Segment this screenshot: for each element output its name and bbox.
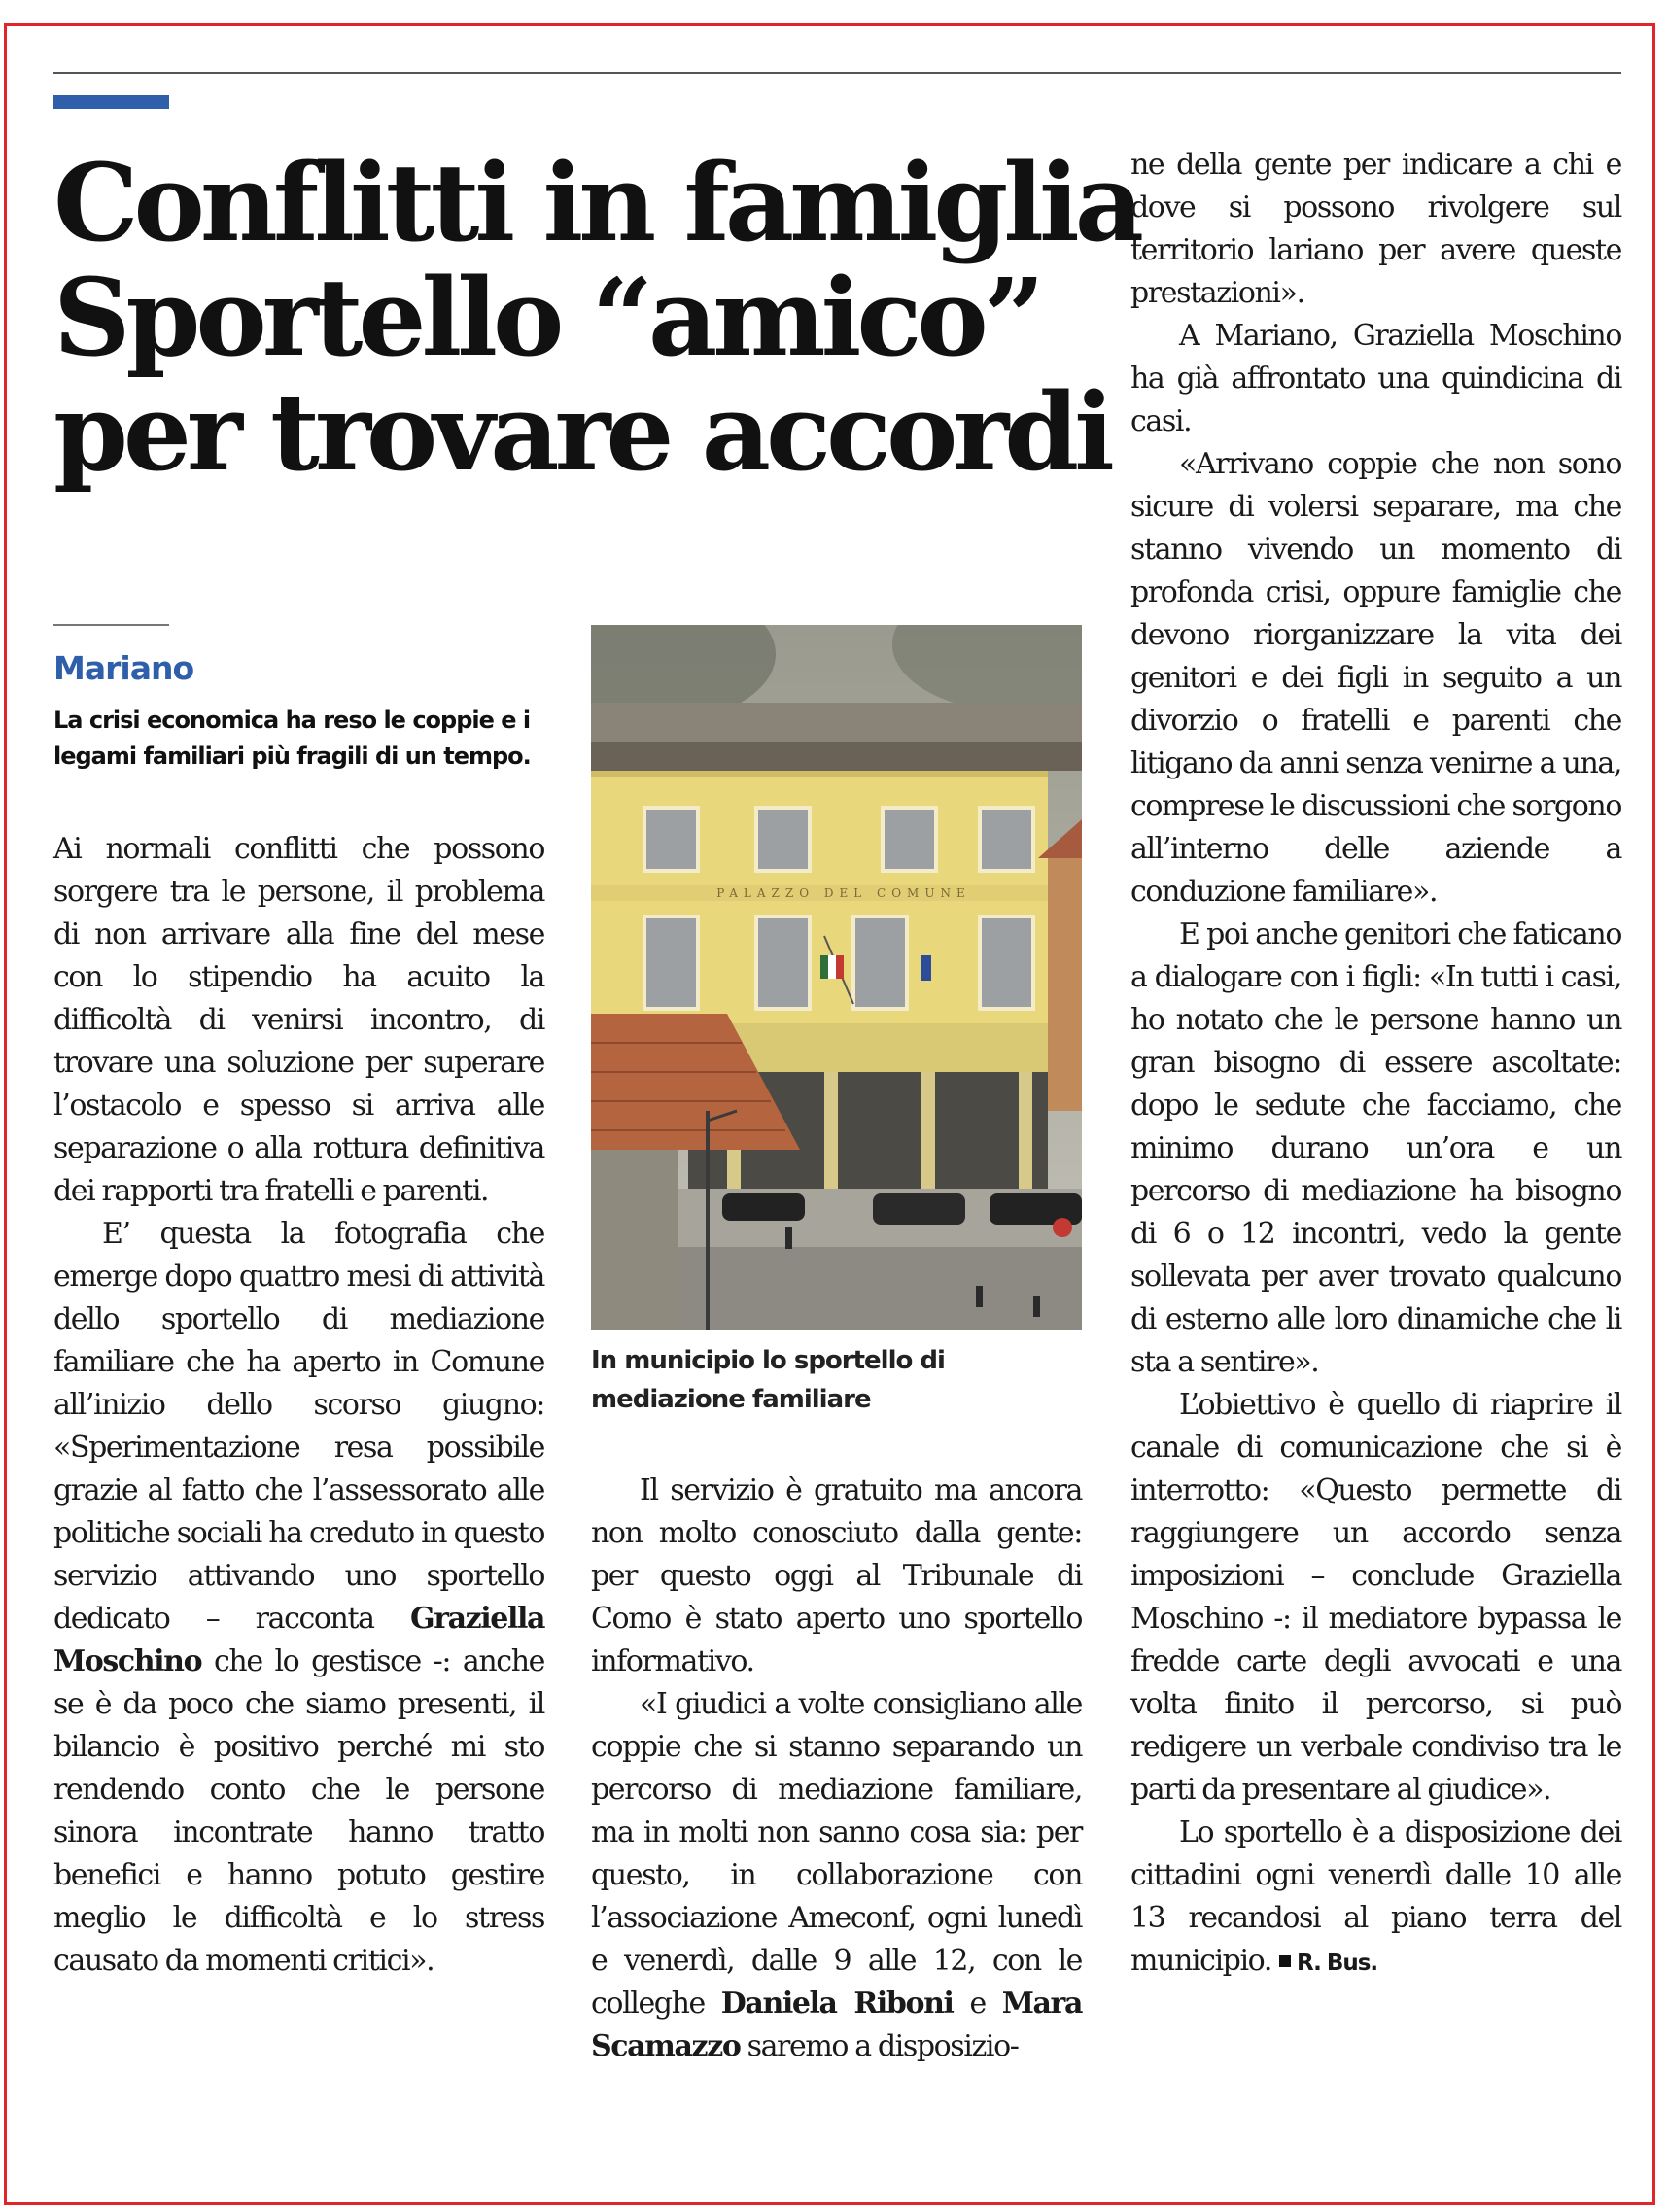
text-run: e — [969, 1987, 986, 2021]
lead-paragraph: La crisi economica ha reso le coppie e i legami familiari più fragili di un tempo. — [53, 707, 531, 770]
body-column-2 — [591, 1469, 1082, 2068]
town-hall-photo — [591, 625, 1082, 1330]
paragraph: A Mariano, Graziella Moschino ha già affrontato una quindicina di casi. — [1130, 319, 1621, 438]
photo-caption: In municipio lo sportello di mediazione familiare — [591, 1346, 945, 1414]
text-run: che lo gestisce -: anche se è da poco che siamo presenti, il bilancio è positivo perché mi sto rendendo conto che le persone sinora incontrate hanno tratto benefici e hanno potuto gestire meglio le difficoltà e lo stress causato da momenti critici». — [53, 1644, 544, 1978]
headline — [53, 140, 1140, 495]
person-name: Graziella Moschino — [53, 1602, 544, 1678]
text-run: saremo a disposizio- — [747, 2029, 1019, 2063]
text-run: Lo sportello è a disposizione dei cittadini ogni venerdì dalle 10 alle 13 recandosi al piano terra del municipio. — [1130, 1815, 1621, 1978]
paragraph: E poi anche genitori che faticano a dialogare con i figli: «In tutti i casi, ho notato che le persone hanno un gran bisogno di essere ascoltate: dopo le sedute che facciamo, che minimo durano un’ora e un percorso di mediazione ha bisogno di 6 o 12 incontri, vedo la gente sollevata per aver trovato qualcuno di esterno alle loro dinamiche che li sta a sentire». — [1130, 917, 1621, 1379]
author-signature: R. Bus. — [1296, 1951, 1378, 1976]
headline-line-2: Sportello “amico” — [53, 255, 1041, 380]
dateline-place: Mariano — [53, 649, 194, 687]
section-accent-bar — [53, 95, 169, 109]
paragraph: «Arrivano coppie che non sono sicure di volersi separare, ma che stanno vivendo un momento di profonda crisi, oppure famiglie che devono riorganizzare la vita dei genitori e dei figli in seguito a un divorzio o fratelli e parenti che litigano da anni senza venirne a una, comprese le discussioni che sorgono all’interno delle aziende a conduzione familiare». — [1130, 447, 1621, 909]
body-column-3 — [1130, 144, 1621, 1985]
paragraph — [1130, 1812, 1621, 1985]
text-run: E’ questa la fotografia che emerge dopo quattro mesi di attività dello sportello di mediazione familiare che ha aperto in Comune all’inizio dello scorso giugno: «Sperimentazione resa possibile grazie al fatto che l’assessorato alle politiche sociali ha creduto in questo servizio attivando uno sportello dedicato – racconta — [53, 1217, 544, 1636]
paragraph: Ai normali conflitti che possono sorgere tra le persone, il problema di non arrivare alla fine del mese con lo stipendio ha acuito la difficoltà di venirsi incontro, di trovare una soluzione per superare l’ostacolo e spesso si arriva alle separazione o alla rottura definitiva dei rapporti tra fratelli e parenti. — [53, 832, 544, 1208]
body-column-1 — [53, 828, 544, 1983]
paragraph — [53, 1213, 544, 1983]
paragraph — [591, 1683, 1082, 2068]
person-name: Mara Scamazzo — [591, 1987, 1082, 2063]
paragraph: Il servizio è gratuito ma ancora non molto conosciuto dalla gente: per questo oggi al Tribunale di Como è stato aperto uno sportello informativo. — [591, 1473, 1082, 1678]
person-name: Daniela Riboni — [720, 1987, 954, 2021]
paragraph: ne della gente per indicare a chi e dove si possono rivolgere sul territorio lariano per avere queste prestazioni». — [1130, 148, 1621, 310]
end-mark-icon — [1279, 1955, 1291, 1967]
paragraph: L’obiettivo è quello di riaprire il canale di comunicazione che si è interrotto: «Questo permette di raggiungere un accordo senza imposizioni – conclude Graziella Moschino -: il mediatore bypassa le fredde carte degli avvocati e una volta finito il percorso, si può redigere un verbale condiviso tra le parti da presentare al giudice». — [1130, 1388, 1621, 1807]
text-run: «I giudici a volte consigliano alle coppie che si stanno separando un percorso di mediazione familiare, ma in molti non sanno cosa sia: per questo, in collaborazione con l’associazione Ameconf, ogni lunedì e venerdì, dalle 9 alle 12, con le colleghe — [591, 1687, 1082, 2021]
headline-line-3: per trovare accordi — [53, 369, 1110, 495]
facade-sign: PALAZZO DEL COMUNE — [716, 886, 971, 900]
kicker-rule — [53, 624, 169, 626]
top-rule — [53, 72, 1621, 74]
headline-line-1: Conflitti in famiglia — [53, 140, 1140, 265]
